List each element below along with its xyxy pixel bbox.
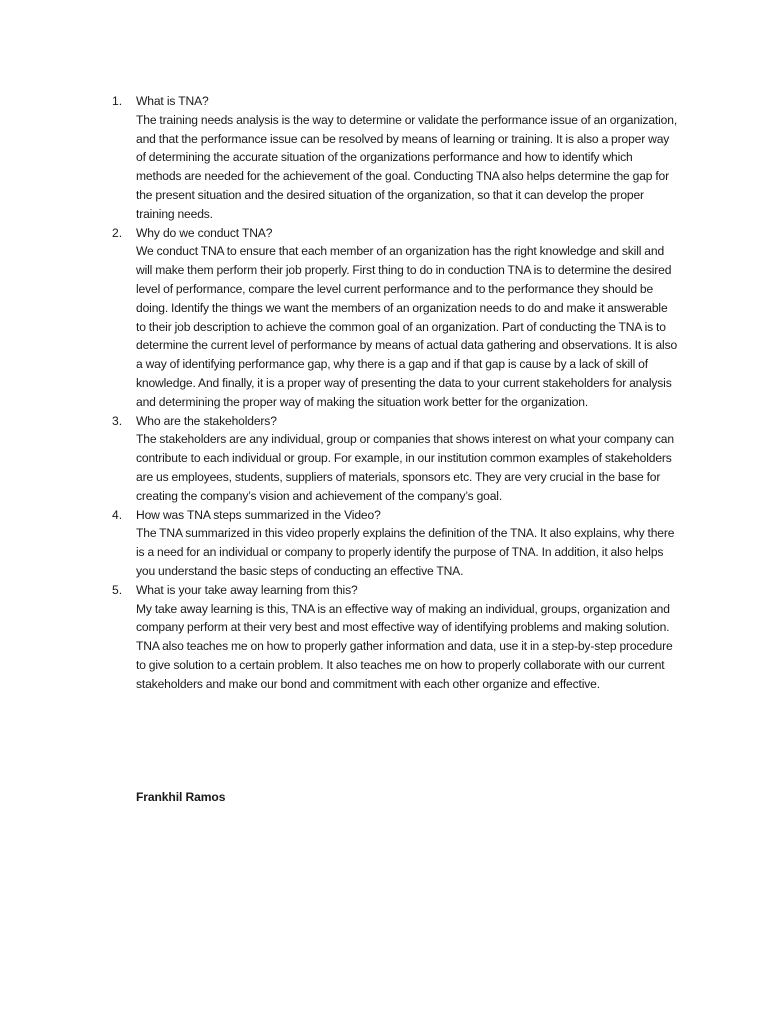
list-item <box>112 412 680 506</box>
list-item <box>112 224 680 412</box>
item-number: 3. <box>112 413 123 428</box>
question-list <box>112 92 680 694</box>
list-item <box>112 92 680 224</box>
item-number: 1. <box>112 94 123 108</box>
list-item <box>112 581 680 694</box>
answer-text: The stakeholders are any individual, group or companies that shows interest on what your company can contribute to each individual or group. For example, in our institution common examples of stakeholders are us employees, students, suppliers of materials, sponsors etc. They are very crucial in the base for creating the company’s vision and achievement of the company’s goal. <box>136 432 674 503</box>
question-text: What is TNA? <box>136 94 209 108</box>
item-number: 2. <box>112 225 123 240</box>
answer-text: The TNA summarized in this video properly explains the definition of the TNA. It also explains, why there is a need for an individual or company to properly identify the purpose of TNA. In addition, it also helps you understand the basic steps of conducting an effective TNA. <box>136 526 675 578</box>
answer-text: The training needs analysis is the way to determine or validate the performance issue of an organization, and that the performance issue can be resolved by means of learning or training. It is also a proper way of determining the accurate situation of the organizations performance and how to identify which methods are needed for the achievement of the goal. Conducting TNA also helps determine the gap for the present situation and the desired situation of the organization, so that it can develop the proper training needs. <box>136 112 678 221</box>
answer-text: My take away learning is this, TNA is an effective way of making an individual, groups, organization and company perform at their very best and most effective way of identifying problems and making solution. TNA also teaches me on how to properly gather information and data, use it in a step-by-step procedure to give solution to a certain problem. It also teaches me on how to properly collaborate with our current stakeholders and make our bond and commitment with each other organize and effective. <box>136 601 673 691</box>
item-number: 5. <box>112 582 123 597</box>
author-signature: Frankhil Ramos <box>136 790 226 804</box>
question-text: Who are the stakeholders? <box>136 413 277 428</box>
question-text: Why do we conduct TNA? <box>136 225 273 240</box>
list-item <box>112 506 680 581</box>
item-number: 4. <box>112 507 123 522</box>
question-text: How was TNA steps summarized in the Video? <box>136 507 381 522</box>
question-text: What is your take away learning from this? <box>136 582 358 597</box>
answer-text: We conduct TNA to ensure that each member of an organization has the right knowledge and skill and will make them perform their job properly. First thing to do in conduction TNA is to determine the desired level of performance, compare the level current performance and to the performance they should be doing. Identify the things we want the members of an organization needs to do and make it answerable to their job description to achieve the common goal of an organization. Part of conducting the TNA is to determine the current level of performance by means of actual data gathering and observations. It is also a way of identifying performance gap, why there is a gap and if that gap is cause by a lack of skill of knowledge. And finally, it is a proper way of presenting the data to your current stakeholders for analysis and determining the proper way of making the situation work better for the organization. <box>136 244 678 409</box>
